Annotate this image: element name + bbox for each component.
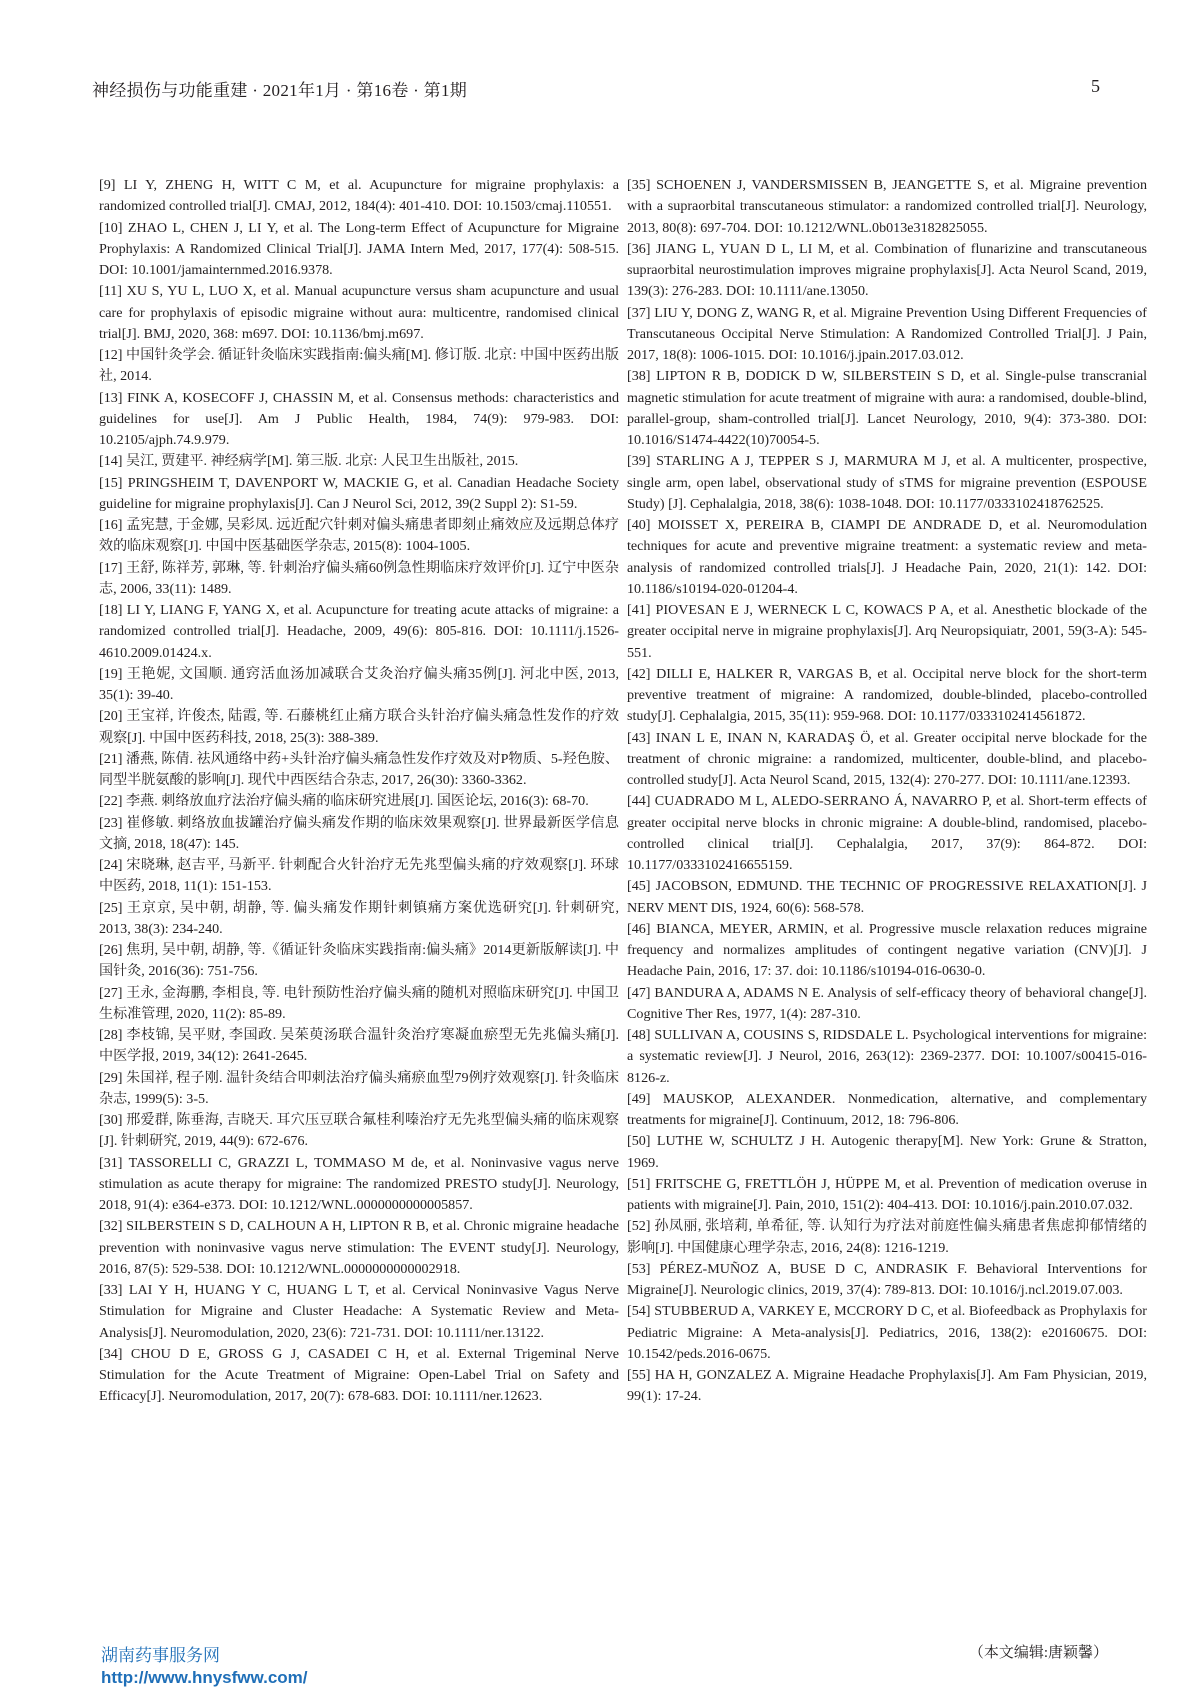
watermark <box>101 1641 308 1688</box>
reference-item: [19] 王艳妮, 文国顺. 通窍活血汤加减联合艾灸治疗偏头痛35例[J]. 河北中医, 2013, 35(1): 39-40. <box>99 665 619 703</box>
reference-item: [10] ZHAO L, CHEN J, LI Y, et al. The Long-term Effect of Acupuncture for Migraine Prophylaxis: A Randomized Clinical Trial[J]. JAMA Intern Med, 2017, 177(4): 508-515. DOI: 10.1001/jamainternmed.2016.9378. <box>99 219 619 278</box>
reference-item: [39] STARLING A J, TEPPER S J, MARMURA M J, et al. A multicenter, prospective, single arm, open label, observational study of sTMS for migraine prevention (ESPOUSE Study) [J]. Cephalalgia, 2018, 38(6): 1038-1048. DOI: 10.1177/0333102418762525. <box>627 453 1147 512</box>
page-number: 5 <box>1091 76 1100 96</box>
reference-item: [34] CHOU D E, GROSS G J, CASADEI C H, et al. External Trigeminal Nerve Stimulation for the Acute Treatment of Migraine: Open-Label Trial on Safety and Efficacy[J]. Neuromodulation, 2017, 20(7): 678-683. DOI: 10.1111/ner.12623. <box>99 1345 619 1405</box>
reference-item: [48] SULLIVAN A, COUSINS S, RIDSDALE L. Psychological interventions for migraine: a systematic review[J]. J Neurol, 2016, 263(12): 2369-2377. DOI: 10.1007/s00415-016-8126-z. <box>627 1027 1147 1086</box>
reference-item: [55] HA H, GONZALEZ A. Migraine Headache Prophylaxis[J]. Am Fam Physician, 2019, 99(1): 17-24. <box>627 1367 1147 1405</box>
reference-item: [23] 崔修敏. 刺络放血拔罐治疗偏头痛发作期的临床效果观察[J]. 世界最新医学信息文摘, 2018, 18(47): 145. <box>99 814 619 852</box>
reference-item: [9] LI Y, ZHENG H, WITT C M, et al. Acupuncture for migraine prophylaxis: a randomized controlled trial[J]. CMAJ, 2012, 184(4): 401-410. DOI: 10.1503/cmaj.110551. <box>99 177 619 215</box>
reference-item: [45] JACOBSON, EDMUND. THE TECHNIC OF PROGRESSIVE RELAXATION[J]. J NERV MENT DIS, 1924, 60(6): 568-578. <box>627 878 1147 916</box>
reference-item: [14] 吴江, 贾建平. 神经病学[M]. 第三版. 北京: 人民卫生出版社, 2015. <box>99 453 519 470</box>
references-left-column <box>99 175 619 1408</box>
reference-item: [54] STUBBERUD A, VARKEY E, MCCRORY D C, et al. Biofeedback as Prophylaxis for Pediatric Migraine: A Meta-analysis[J]. Pediatrics, 2016, 138(2): e20160675. DOI: 10.1542/peds.2016-0675. <box>627 1303 1147 1362</box>
reference-item: [26] 焦玥, 吴中朝, 胡静, 等.《循证针灸临床实践指南:偏头痛》2014更新版解读[J]. 中国针灸, 2016(36): 751-756. <box>99 942 619 980</box>
reference-item: [50] LUTHE W, SCHULTZ J H. Autogenic therapy[M]. New York: Grune & Stratton, 1969. <box>627 1133 1147 1171</box>
reference-item: [37] LIU Y, DONG Z, WANG R, et al. Migraine Prevention Using Different Frequencies of Transcutaneous Occipital Nerve Stimulation: A Randomized Controlled Trial[J]. J Pain, 2017, 18(8): 1006-1015. DOI: 10.1016/j.jpain.2017.03.012. <box>627 304 1147 363</box>
reference-item: [28] 李枝锦, 吴平财, 李国政. 吴茱萸汤联合温针灸治疗寒凝血瘀型无先兆偏头痛[J]. 中医学报, 2019, 34(12): 2641-2645. <box>99 1027 619 1065</box>
reference-item: [51] FRITSCHE G, FRETTLÖH J, HÜPPE M, et al. Prevention of medication overuse in patients with migraine[J]. Pain, 2010, 151(2): 404-413. DOI: 10.1016/j.pain.2010.07.032. <box>627 1175 1147 1213</box>
reference-item: [38] LIPTON R B, DODICK D W, SILBERSTEIN S D, et al. Single-pulse transcranial magnetic stimulation for acute treatment of migraine with aura: a randomised, double-blind, parallel-group, sham-controlled trial[J]. Lancet Neurology, 2010, 9(4): 373-380. DOI: 10.1016/S1474-4422(10)70054-5. <box>627 368 1147 448</box>
site-url[interactable]: http://www.hnysfww.com/ <box>101 1668 308 1687</box>
site-name: 湖南药事服务网 <box>101 1646 220 1666</box>
reference-item: [30] 邢爱群, 陈垂海, 吉晓天. 耳穴压豆联合氟桂利嗪治疗无先兆型偏头痛的临床观察[J]. 针刺研究, 2019, 44(9): 672-676. <box>99 1112 619 1150</box>
reference-item: [43] INAN L E, INAN N, KARADAŞ Ö, et al. Greater occipital nerve blockade for the treatment of chronic migraine: a randomized, multicenter, double-blind, and placebo-controlled study[J]. Acta Neurol Scand, 2015, 132(4): 270-277. DOI: 10.1111/ane.12393. <box>627 729 1147 788</box>
reference-item: [40] MOISSET X, PEREIRA B, CIAMPI DE ANDRADE D, et al. Neuromodulation techniques for acute and preventive migraine treatment: a systematic review and meta-analysis of randomized controlled trials[J]. J Headache Pain, 2020, 21(1): 142. DOI: 10.1186/s10194-020-01204-4. <box>627 517 1147 597</box>
reference-item: [11] XU S, YU L, LUO X, et al. Manual acupuncture versus sham acupuncture and usual care for prophylaxis of episodic migraine without aura: multicentre, randomised clinical trial[J]. BMJ, 2020, 368: m697. DOI: 10.1136/bmj.m697. <box>99 283 619 342</box>
reference-item: [22] 李燕. 刺络放血疗法治疗偏头痛的临床研究进展[J]. 国医论坛, 2016(3): 68-70. <box>99 793 589 810</box>
reference-item: [20] 王宝祥, 许俊杰, 陆霞, 等. 石藤桃红止痛方联合头针治疗偏头痛急性发作的疗效观察[J]. 中国中医药科技, 2018, 25(3): 388-389. <box>99 708 619 746</box>
reference-item: [15] PRINGSHEIM T, DAVENPORT W, MACKIE G, et al. Canadian Headache Society guideline for migraine prophylaxis[J]. Can J Neurol Sci, 2012, 39(2 Suppl 2): S1-59. <box>99 474 619 512</box>
reference-item: [27] 王永, 金海鹏, 李相良, 等. 电针预防性治疗偏头痛的随机对照临床研究[J]. 中国卫生标准管理, 2020, 11(2): 85-89. <box>99 984 619 1022</box>
reference-item: [25] 王京京, 吴中朝, 胡静, 等. 偏头痛发作期针刺镇痛方案优选研究[J]. 针刺研究, 2013, 38(3): 234-240. <box>99 899 619 937</box>
reference-item: [52] 孙凤丽, 张培莉, 单希征, 等. 认知行为疗法对前庭性偏头痛患者焦虑抑郁情绪的影响[J]. 中国健康心理学杂志, 2016, 24(8): 1216-1219. <box>627 1218 1147 1256</box>
reference-item: [49] MAUSKOP, ALEXANDER. Nonmedication, alternative, and complementary treatments for migraine[J]. Continuum, 2012, 18: 796-806. <box>627 1090 1147 1128</box>
reference-item: [32] SILBERSTEIN S D, CALHOUN A H, LIPTON R B, et al. Chronic migraine headache prevention with noninvasive vagus nerve stimulation: The EVENT study[J]. Neurology, 2016, 87(5): 529-538. DOI: 10.1212/WNL.0000000000002918. <box>99 1218 619 1277</box>
reference-item: [46] BIANCA, MEYER, ARMIN, et al. Progressive muscle relaxation reduces migraine frequency and normalizes amplitudes of contingent negative variation (CNV)[J]. J Headache Pain, 2016, 17: 37. doi: 10.1186/s10194-016-0630-0. <box>627 920 1147 980</box>
reference-item: [42] DILLI E, HALKER R, VARGAS B, et al. Occipital nerve block for the short-term preventive treatment of migraine: A randomized, double-blinded, placebo-controlled study[J]. Cephalalgia, 2015, 35(11): 959-968. DOI: 10.1177/0333102414561872. <box>627 665 1147 725</box>
reference-item: [41] PIOVESAN E J, WERNECK L C, KOWACS P A, et al. Anesthetic blockade of the greater occipital nerve in migraine prophylaxis[J]. Arq Neuropsiquiatr, 2001, 59(3-A): 545-551. <box>627 602 1147 661</box>
reference-item: [24] 宋晓琳, 赵吉平, 马新平. 针刺配合火针治疗无先兆型偏头痛的疗效观察[J]. 环球中医药, 2018, 11(1): 151-153. <box>99 857 619 895</box>
reference-item: [13] FINK A, KOSECOFF J, CHASSIN M, et al. Consensus methods: characteristics and guidelines for use[J]. Am J Public Health, 1984, 74(9): 979-983. DOI: 10.2105/ajph.74.9.979. <box>99 389 619 448</box>
reference-item: [17] 王舒, 陈祥芳, 郭琳, 等. 针刺治疗偏头痛60例急性期临床疗效评价[J]. 辽宁中医杂志, 2006, 33(11): 1489. <box>99 559 619 597</box>
reference-item: [18] LI Y, LIANG F, YANG X, et al. Acupuncture for treating acute attacks of migraine: a randomized controlled trial[J]. Headache, 2009, 49(6): 805-816. DOI: 10.1111/j.1526-4610.2009.01424.x. <box>99 602 619 661</box>
reference-item: [12] 中国针灸学会. 循证针灸临床实践指南:偏头痛[M]. 修订版. 北京: 中国中医药出版社, 2014. <box>99 347 619 385</box>
references-right-column <box>627 175 1147 1408</box>
reference-item: [47] BANDURA A, ADAMS N E. Analysis of self-efficacy theory of behavioral change[J]. Cognitive Ther Res, 1977, 1(4): 287-310. <box>627 984 1147 1022</box>
page-header <box>92 76 1108 104</box>
journal-title: 神经损伤与功能重建 · 2021年1月 · 第16卷 · 第1期 <box>92 81 468 100</box>
reference-item: [31] TASSORELLI C, GRAZZI L, TOMMASO M de, et al. Noninvasive vagus nerve stimulation as acute therapy for migraine: The randomized PRESTO study[J]. Neurology, 2018, 91(4): e364-e373. DOI: 10.1212/WNL.0000000000005857. <box>99 1154 619 1213</box>
reference-item: [36] JIANG L, YUAN D L, LI M, et al. Combination of flunarizine and transcutaneous supraorbital neurostimulation improves migraine prophylaxis[J]. Acta Neurol Scand, 2019, 139(3): 276-283. DOI: 10.1111/ane.13050. <box>627 240 1147 300</box>
reference-item: [53] PÉREZ-MUÑOZ A, BUSE D C, ANDRASIK F. Behavioral Interventions for Migraine[J]. Neurologic clinics, 2019, 37(4): 789-813. DOI: 10.1016/j.ncl.2019.07.003. <box>627 1260 1147 1298</box>
reference-item: [21] 潘燕, 陈倩. 祛风通络中药+头针治疗偏头痛急性发作疗效及对P物质、5-羟色胺、同型半胱氨酸的影响[J]. 现代中西医结合杂志, 2017, 26(30): 3360-3362. <box>99 750 619 788</box>
reference-item: [44] CUADRADO M L, ALEDO-SERRANO Á, NAVARRO P, et al. Short-term effects of greater occipital nerve blocks in chronic migraine: A double-blind, randomised, placebo-controlled clinical trial[J]. Cephalalgia, 2017, 37(9): 864-872. DOI: 10.1177/0333102416655159. <box>627 793 1147 873</box>
reference-item: [16] 孟宪慧, 于金娜, 吴彩凤. 远近配穴针刺对偏头痛患者即刻止痛效应及远期总体疗效的临床观察[J]. 中国中医基础医学杂志, 2015(8): 1004-1005. <box>99 517 619 555</box>
editor-note: （本文编辑:唐颖馨） <box>968 1645 1108 1661</box>
reference-item: [35] SCHOENEN J, VANDERSMISSEN B, JEANGETTE S, et al. Migraine prevention with a supraorbital transcutaneous stimulator: a randomized controlled trial[J]. Neurology, 2013, 80(8): 697-704. DOI: 10.1212/WNL.0b013e3182825055. <box>627 177 1147 236</box>
reference-item: [33] LAI Y H, HUANG Y C, HUANG L T, et al. Cervical Noninvasive Vagus Nerve Stimulation for Migraine and Cluster Headache: A Systematic Review and Meta-Analysis[J]. Neuromodulation, 2020, 23(6): 721-731. DOI: 10.1111/ner.13122. <box>99 1282 619 1341</box>
reference-item: [29] 朱国祥, 程子刚. 温针灸结合叩刺法治疗偏头痛瘀血型79例疗效观察[J]. 针灸临床杂志, 1999(5): 3-5. <box>99 1069 619 1107</box>
